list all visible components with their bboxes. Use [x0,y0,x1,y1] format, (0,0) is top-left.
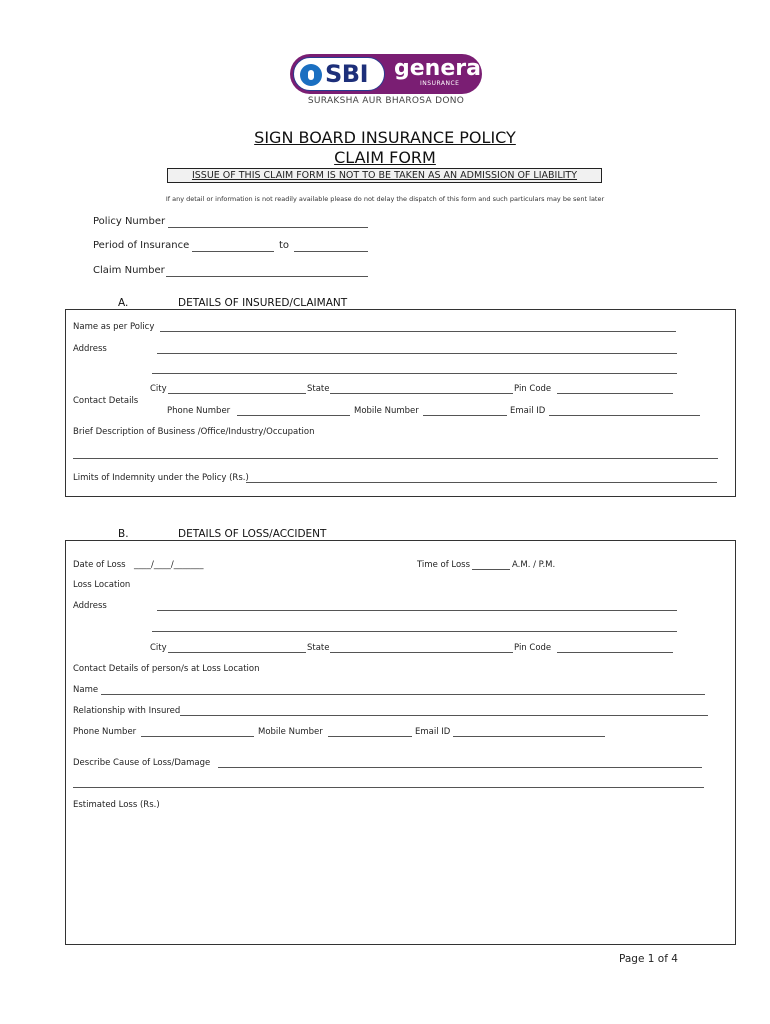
b-relationship-label: Relationship with Insured [73,706,181,716]
b-city-label: City [150,643,167,653]
a-phone-field[interactable] [237,415,350,416]
b-loss-location-label: Loss Location [73,580,131,590]
sbi-general-logo [290,54,489,94]
b-am-pm-label: A.M. / P.M. [512,560,556,570]
claim-number-label: Claim Number [93,265,165,276]
a-address-line2[interactable] [152,373,677,374]
b-estimated-loss-label: Estimated Loss (Rs.) [73,800,160,810]
b-contact-persons-label: Contact Details of person/s at Loss Location [73,664,260,674]
b-name-label: Name [73,685,99,695]
logo-sbi-text: SBI [325,60,369,88]
period-of-insurance-label: Period of Insurance [93,240,190,251]
form-title: SIGN BOARD INSURANCE POLICY [254,128,516,147]
b-time-of-loss-label: Time of Loss [417,560,471,570]
logo-sbi-badge [293,57,385,91]
b-relationship-field[interactable] [180,715,708,716]
b-address-label: Address [73,601,107,611]
section-b-letter: B. [118,528,129,540]
a-phone-label: Phone Number [167,406,231,416]
period-to-field[interactable] [294,251,368,252]
b-mobile-label: Mobile Number [258,727,323,737]
b-city-field[interactable] [168,652,306,653]
section-a-box [65,309,736,497]
b-pin-code-label: Pin Code [514,643,552,653]
a-business-description-field[interactable] [73,458,718,459]
a-contact-details-label: Contact Details [73,396,139,406]
a-city-label: City [150,384,167,394]
a-indemnity-field[interactable] [246,482,717,483]
logo-insurance-text: INSURANCE [420,80,460,87]
b-phone-field[interactable] [141,736,254,737]
dispatch-note: If any detail or information is not readily available please do not delay the dispatch of this form and such particulars may be sent later [165,195,605,203]
a-business-description-label: Brief Description of Business /Office/Industry/Occupation [73,427,315,437]
b-state-field[interactable] [330,652,513,653]
period-to-label: to [279,240,290,251]
logo-general-text: general [394,56,489,81]
policy-number-label: Policy Number [93,216,166,227]
policy-number-field[interactable] [168,227,368,228]
a-indemnity-label: Limits of Indemnity under the Policy (Rs.) [73,473,249,483]
b-pin-code-field[interactable] [557,652,673,653]
a-mobile-label: Mobile Number [354,406,419,416]
b-phone-label: Phone Number [73,727,137,737]
b-cause-of-loss-line1[interactable] [218,767,702,768]
sbi-keyhole-icon [300,64,322,86]
logo-tagline: SURAKSHA AUR BHAROSA DONO [307,96,465,106]
b-date-of-loss-label: Date of Loss [73,560,126,570]
section-b-heading: DETAILS OF LOSS/ACCIDENT [178,528,327,540]
b-cause-of-loss-line2[interactable] [73,787,704,788]
b-date-of-loss-field[interactable]: ____/____/_______ [134,560,204,570]
a-mobile-field[interactable] [423,415,507,416]
liability-disclaimer: ISSUE OF THIS CLAIM FORM IS NOT TO BE TAKEN AS AN ADMISSION OF LIABILITY [167,168,602,183]
section-a-letter: A. [118,297,129,309]
a-address-line1[interactable] [157,353,677,354]
a-state-label: State [307,384,330,394]
a-email-label: Email ID [510,406,546,416]
b-state-label: State [307,643,330,653]
a-name-field[interactable] [160,331,676,332]
a-name-label: Name as per Policy [73,322,155,332]
b-address-line2[interactable] [152,631,677,632]
claim-number-field[interactable] [166,276,368,277]
a-email-field[interactable] [549,415,700,416]
a-pin-code-field[interactable] [557,393,673,394]
page-number: Page 1 of 4 [619,953,678,965]
b-time-of-loss-field[interactable] [472,569,510,570]
b-name-field[interactable] [101,694,705,695]
a-state-field[interactable] [330,393,513,394]
a-address-label: Address [73,344,107,354]
a-pin-code-label: Pin Code [514,384,552,394]
b-address-line1[interactable] [157,610,677,611]
form-subtitle: CLAIM FORM [334,148,436,167]
b-mobile-field[interactable] [328,736,412,737]
a-city-field[interactable] [168,393,306,394]
section-a-heading: DETAILS OF INSURED/CLAIMANT [178,297,348,309]
b-email-label: Email ID [415,727,451,737]
period-from-field[interactable] [192,251,274,252]
b-cause-of-loss-label: Describe Cause of Loss/Damage [73,758,211,768]
b-email-field[interactable] [453,736,605,737]
section-b-box [65,540,736,945]
